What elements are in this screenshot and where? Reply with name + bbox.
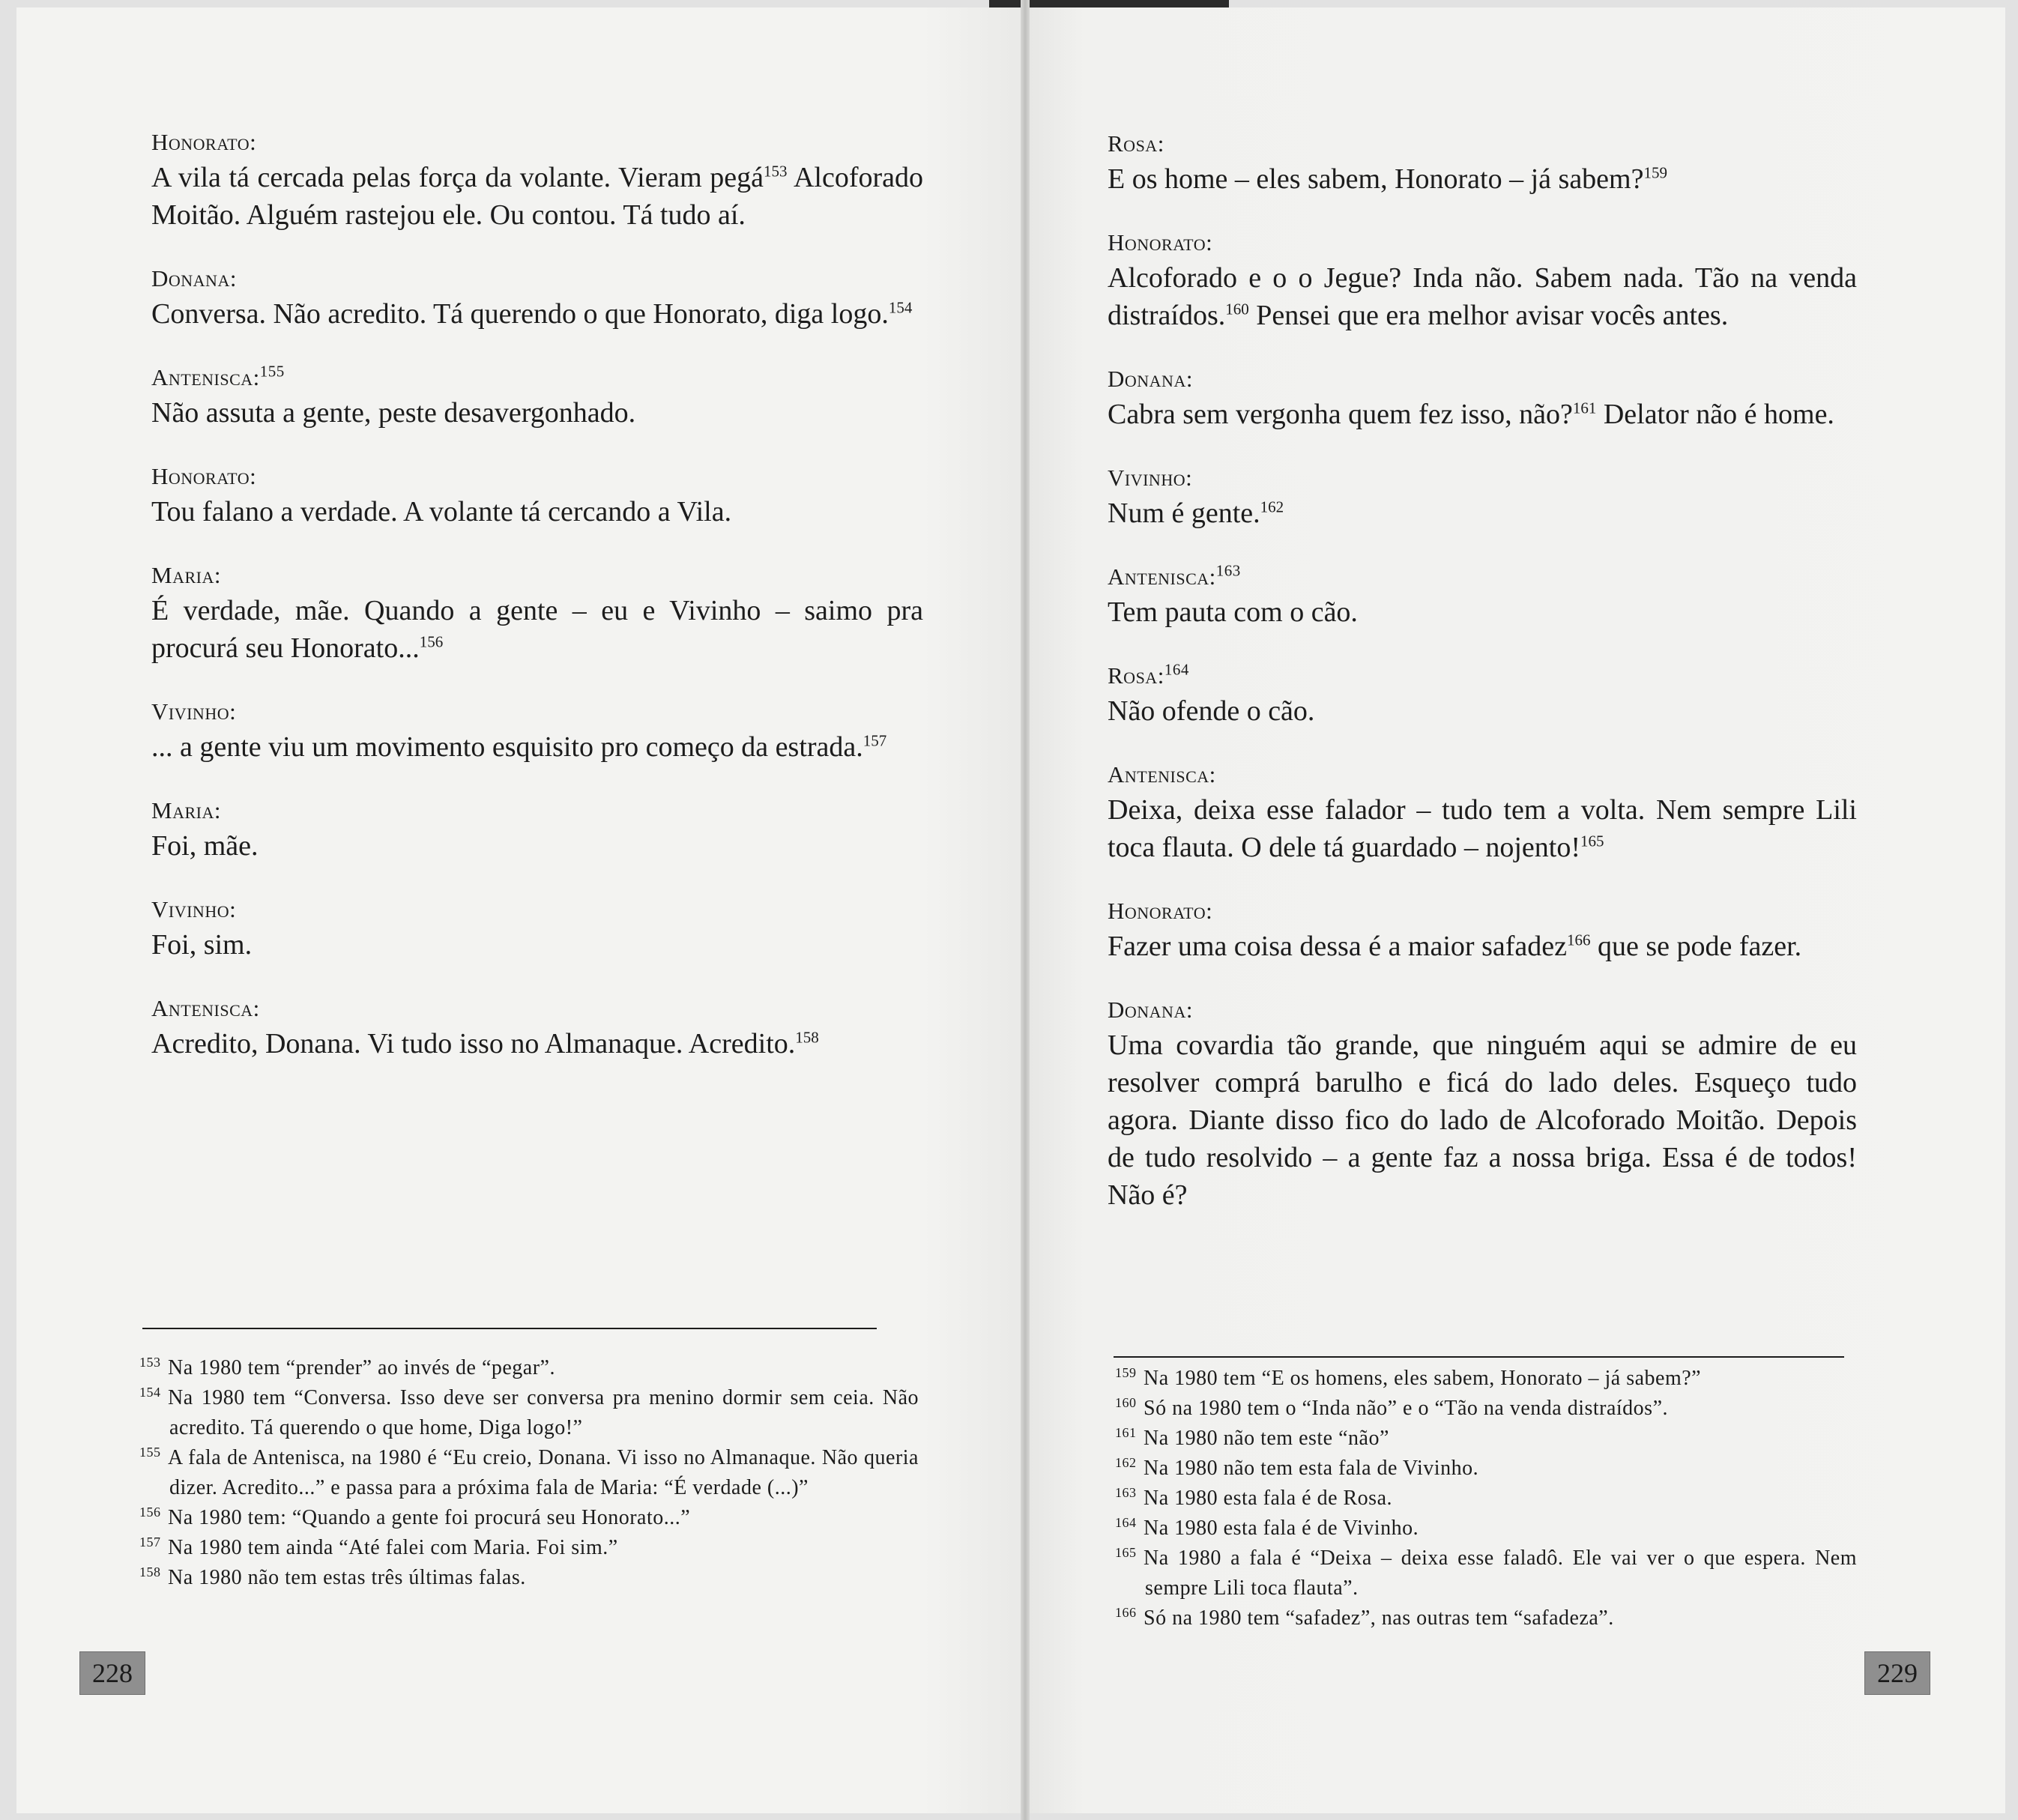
page-number: 229 xyxy=(1864,1651,1930,1695)
footnote-ref: 153 xyxy=(763,162,788,181)
footnote: 160 Só na 1980 tem o “Inda não” e o “Tão na venda distraídos”. xyxy=(1115,1394,1669,1420)
footnote-text: Na 1980 tem: “Quando a gente foi procurá seu Honorato...” xyxy=(168,1506,691,1529)
footnote: 161 Na 1980 não tem este “não” xyxy=(1115,1424,1389,1450)
speech-text-continued: Alcoforado Moitão. Alguém rastejou ele. Ou contou. Tá tudo aí. xyxy=(151,162,923,231)
speaker-name xyxy=(151,264,923,294)
footnote-ref: 154 xyxy=(888,298,913,317)
speaker-name xyxy=(1108,896,1857,926)
left-dialogue xyxy=(151,127,923,1092)
footnote-text: Na 1980 tem ainda “Até falei com Maria. Foi sim.” xyxy=(168,1536,618,1559)
footnote: 164 Na 1980 esta fala é de Vivinho. xyxy=(1115,1514,1419,1540)
footnote-ref: 162 xyxy=(1260,498,1284,516)
dialogue-block xyxy=(151,462,923,530)
speech-line xyxy=(1108,692,1857,730)
dialogue-block xyxy=(1108,896,1857,965)
speaker-name xyxy=(151,363,923,393)
speaker-label: Vivinho: xyxy=(151,698,237,725)
speaker-name xyxy=(151,796,923,826)
dialogue-block xyxy=(1108,463,1857,532)
left-page xyxy=(16,7,1025,1813)
speech-text: Cabra sem vergonha quem fez isso, não? xyxy=(1108,399,1573,430)
footnote-rule xyxy=(1114,1356,1844,1358)
dialogue-block xyxy=(151,994,923,1062)
footnote-ref: 164 xyxy=(1164,660,1189,679)
speaker-label: Honorato: xyxy=(151,129,257,155)
speech-text: Alcoforado e o o Jegue? Inda não. Sabem nada. Tão na venda distraídos. xyxy=(1108,262,1857,331)
speaker-name xyxy=(151,462,923,492)
speaker-label: Antenisca: xyxy=(1108,563,1216,590)
speech-line xyxy=(151,728,923,766)
dialogue-block xyxy=(1108,364,1857,433)
dialogue-block xyxy=(1108,562,1857,631)
footnote: 165 Na 1980 a fala é “Deixa – deixa esse faladô. Ele vai ver o que espera. Nem sempre Lili toca flauta”. xyxy=(1115,1544,1857,1600)
speech-line xyxy=(151,827,923,865)
speech-text: Não ofende o cão. xyxy=(1108,695,1315,727)
speaker-name xyxy=(1108,661,1857,691)
left-footnotes xyxy=(139,1353,919,1593)
speech-line xyxy=(151,295,923,333)
speech-line xyxy=(151,592,923,667)
footnote: 157 Na 1980 tem ainda “Até falei com Maria. Foi sim.” xyxy=(139,1534,618,1559)
speaker-label: Maria: xyxy=(151,797,221,823)
footnote-ref: 159 xyxy=(1643,163,1667,182)
footnote: 158 Na 1980 não tem estas três últimas falas. xyxy=(139,1564,526,1589)
dialogue-block xyxy=(1108,760,1857,866)
speaker-name xyxy=(151,697,923,727)
speaker-label: Rosa: xyxy=(1108,662,1164,689)
footnote-text: Na 1980 esta fala é de Rosa. xyxy=(1144,1487,1392,1510)
dialogue-block xyxy=(151,796,923,865)
speaker-name xyxy=(1108,995,1857,1025)
speech-line xyxy=(151,926,923,964)
speech-line xyxy=(1108,1027,1857,1214)
speech-text-continued: que se pode fazer. xyxy=(1590,931,1802,962)
dialogue-block xyxy=(1108,129,1857,198)
speech-line xyxy=(1108,593,1857,631)
speaker-label: Antenisca: xyxy=(151,364,260,390)
speaker-name xyxy=(1108,129,1857,159)
speaker-label: Honorato: xyxy=(1108,898,1213,924)
speaker-label: Antenisca: xyxy=(1108,761,1216,787)
speech-text: É verdade, mãe. Quando a gente – eu e Vivinho – saimo pra procurá seu Honorato... xyxy=(151,595,923,664)
footnote-text: Na 1980 tem “Conversa. Isso deve ser conversa pra menino dormir sem ceia. Não acredito. Tá querendo o que home, Diga logo!” xyxy=(168,1386,919,1439)
speaker-name xyxy=(1108,228,1857,258)
speech-line xyxy=(1108,791,1857,866)
footnote-text: Na 1980 a fala é “Deixa – deixa esse faladô. Ele vai ver o que espera. Nem sempre Lili toca flauta”. xyxy=(1144,1547,1857,1600)
page-number: 228 xyxy=(79,1651,145,1695)
speaker-name xyxy=(1108,760,1857,790)
footnote-ref: 160 xyxy=(1225,300,1249,318)
footnote: 162 Na 1980 não tem esta fala de Vivinho. xyxy=(1115,1454,1479,1480)
footnote: 166 Só na 1980 tem “safadez”, nas outras tem “safadeza”. xyxy=(1115,1604,1614,1630)
speech-line xyxy=(151,1025,923,1062)
footnote: 163 Na 1980 esta fala é de Rosa. xyxy=(1115,1484,1392,1510)
speech-line xyxy=(1108,928,1857,965)
speech-line xyxy=(151,493,923,530)
footnote: 153 Na 1980 tem “prender” ao invés de “pegar”. xyxy=(139,1354,555,1379)
footnote-text: Na 1980 tem “prender” ao invés de “pegar”. xyxy=(168,1356,555,1379)
speech-text: A vila tá cercada pelas força da volante. Vieram pegá xyxy=(151,162,764,193)
speaker-label: Maria: xyxy=(151,562,221,588)
footnote-ref: 156 xyxy=(419,632,444,651)
dialogue-block xyxy=(151,895,923,964)
footnote-text: Só na 1980 tem o “Inda não” e o “Tão na venda distraídos”. xyxy=(1144,1397,1669,1420)
dialogue-block xyxy=(151,697,923,766)
speech-text: Fazer uma coisa dessa é a maior safadez xyxy=(1108,931,1567,962)
speech-line xyxy=(1108,160,1857,198)
speaker-name xyxy=(1108,562,1857,592)
footnote-text: Na 1980 não tem este “não” xyxy=(1144,1427,1389,1450)
speech-text: Tou falano a verdade. A volante tá cercando a Vila. xyxy=(151,496,732,527)
footnote: 156 Na 1980 tem: “Quando a gente foi procurá seu Honorato...” xyxy=(139,1504,691,1529)
dialogue-block xyxy=(1108,995,1857,1214)
speaker-label: Donana: xyxy=(1108,997,1193,1023)
dialogue-block xyxy=(151,127,923,234)
footnote-text: Na 1980 tem “E os homens, eles sabem, Honorato – já sabem?” xyxy=(1144,1367,1702,1390)
speech-text: E os home – eles sabem, Honorato – já sabem? xyxy=(1108,163,1644,195)
speech-line xyxy=(1108,259,1857,334)
speaker-label: Vivinho: xyxy=(1108,465,1193,491)
speech-text: Não assuta a gente, peste desavergonhado. xyxy=(151,397,636,429)
speech-text: Foi, sim. xyxy=(151,929,253,961)
speech-text: Tem pauta com o cão. xyxy=(1108,596,1358,628)
speech-text: Uma covardia tão grande, que ninguém aqui se admire de eu resolver comprá barulho e ficá do lado deles. Esqueço tudo agora. Diante disso fico do lado de Alcoforado Moitão. Depois de tudo resolvido – a gente faz a nossa briga. Essa é de todos! Não é? xyxy=(1108,1030,1857,1211)
speaker-label: Honorato: xyxy=(151,463,257,489)
dialogue-block xyxy=(151,264,923,333)
speaker-label: Donana: xyxy=(1108,366,1193,392)
footnote-text: A fala de Antenisca, na 1980 é “Eu creio, Donana. Vi isso no Almanaque. Não queria dizer. Acredito...” e passa para a próxima fala de Maria: “É verdade (...)” xyxy=(168,1446,919,1499)
footnote-ref: 161 xyxy=(1572,399,1597,417)
speech-text: Acredito, Donana. Vi tudo isso no Almanaque. Acredito. xyxy=(151,1028,796,1059)
right-footnotes xyxy=(1115,1364,1857,1633)
footnote-ref: 158 xyxy=(795,1028,819,1047)
speaker-label: Antenisca: xyxy=(151,995,260,1021)
book-gutter xyxy=(1021,0,1030,1820)
footnote-text: Na 1980 não tem estas três últimas falas. xyxy=(168,1566,526,1589)
footnote-text: Só na 1980 tem “safadez”, nas outras tem “safadeza”. xyxy=(1144,1606,1614,1630)
speech-text: ... a gente viu um movimento esquisito pro começo da estrada. xyxy=(151,731,863,763)
footnote-ref: 166 xyxy=(1566,931,1591,949)
speaker-label: Donana: xyxy=(151,265,237,291)
footnote-text: Na 1980 não tem esta fala de Vivinho. xyxy=(1144,1457,1479,1480)
footnote-ref: 163 xyxy=(1215,561,1241,580)
dialogue-block xyxy=(151,560,923,667)
speaker-name xyxy=(151,895,923,925)
footnote-ref: 157 xyxy=(863,731,887,750)
footnote-ref: 165 xyxy=(1580,832,1604,850)
speech-line xyxy=(1108,396,1857,433)
footnote-ref: 155 xyxy=(259,362,285,381)
speech-line xyxy=(151,159,923,234)
speech-line xyxy=(1108,495,1857,532)
speaker-label: Rosa: xyxy=(1108,130,1164,157)
speaker-name xyxy=(1108,364,1857,394)
speech-text: Foi, mãe. xyxy=(151,830,259,862)
footnote: 159 Na 1980 tem “E os homens, eles sabem, Honorato – já sabem?” xyxy=(1115,1364,1702,1390)
dialogue-block xyxy=(1108,661,1857,730)
dialogue-block xyxy=(151,363,923,432)
footnote: 154 Na 1980 tem “Conversa. Isso deve ser conversa pra menino dormir sem ceia. Não acredito. Tá querendo o que home, Diga logo!” xyxy=(139,1384,919,1439)
speech-line xyxy=(151,394,923,432)
speaker-name xyxy=(151,994,923,1024)
footnote-text: Na 1980 esta fala é de Vivinho. xyxy=(1144,1517,1419,1540)
speaker-name xyxy=(151,127,923,157)
speaker-name xyxy=(151,560,923,590)
right-page xyxy=(1025,7,2005,1813)
speech-text-continued: Pensei que era melhor avisar vocês antes. xyxy=(1248,300,1729,331)
right-dialogue xyxy=(1108,129,1857,1244)
speaker-name xyxy=(1108,463,1857,493)
speech-text: Num é gente. xyxy=(1108,498,1260,529)
speech-text: Deixa, deixa esse falador – tudo tem a volta. Nem sempre Lili toca flauta. O dele tá guardado – nojento! xyxy=(1108,794,1857,863)
footnote: 155 A fala de Antenisca, na 1980 é “Eu creio, Donana. Vi isso no Almanaque. Não queria dizer. Acredito...” e passa para a próxima fala de Maria: “É verdade (...)” xyxy=(139,1444,919,1499)
speech-text: Conversa. Não acredito. Tá querendo o que Honorato, diga logo. xyxy=(151,298,889,330)
dialogue-block xyxy=(1108,228,1857,334)
speech-text-continued: Delator não é home. xyxy=(1596,399,1834,430)
speaker-label: Vivinho: xyxy=(151,896,237,922)
footnote-rule xyxy=(142,1328,877,1329)
speaker-label: Honorato: xyxy=(1108,229,1213,256)
